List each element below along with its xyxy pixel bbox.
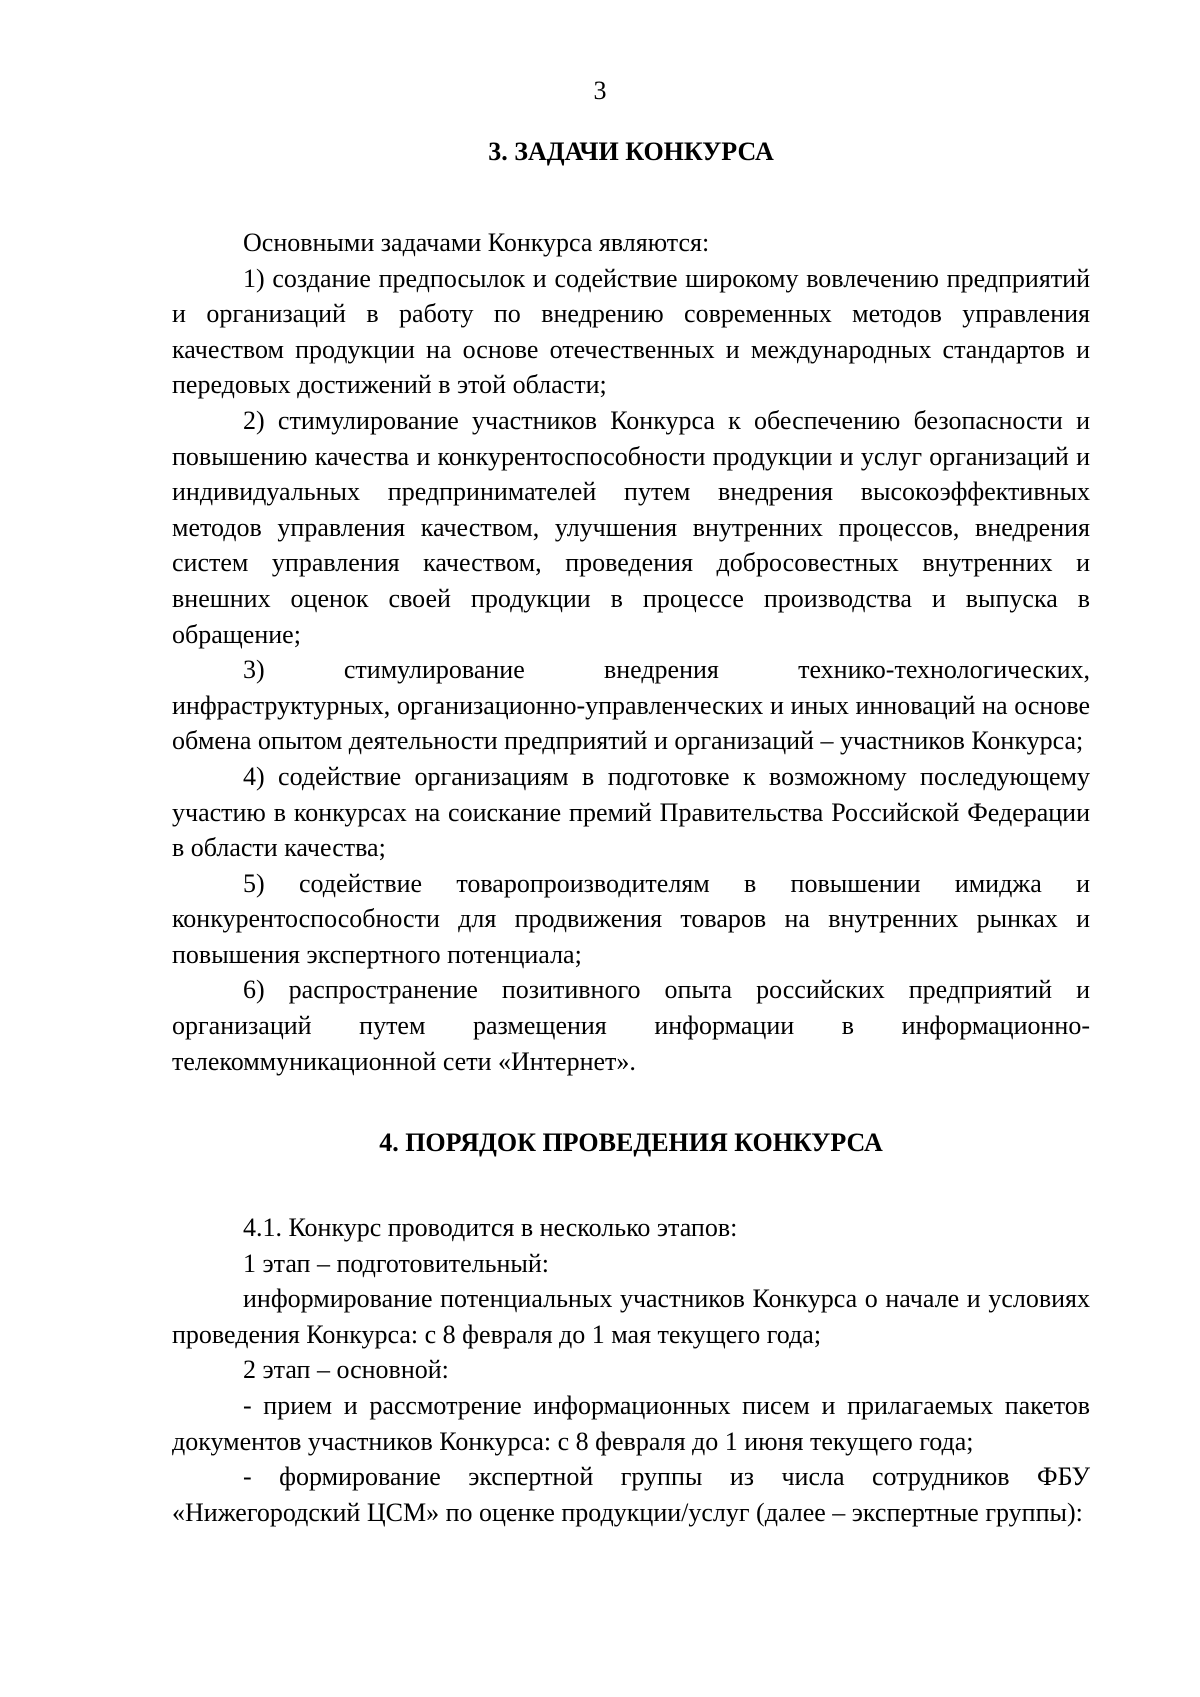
procedure-stage-2-item-2: - формирование экспертной группы из числа сотрудников ФБУ «Нижегородский ЦСМ» по оценке продукции/услуг (далее – экспертные группы): (172, 1462, 1090, 1527)
task-item-2: 2) стимулирование участников Конкурса к обеспечению безопасности и повышению качества и конкурентоспособности продукции и услуг организаций и индивидуальных предпринимателей путем внедрения высокоэффективных методов управления качеством, улучшения внутренних процессов, внедрения систем управления качеством, проведения добросовестных внутренних и внешних оценок своей продукции в процессе производства и выпуска в обращение; (172, 405, 1090, 649)
section-3 (172, 136, 1090, 1079)
procedure-stage-1: 1 этап – подготовительный: (243, 1248, 549, 1278)
section-3-title: 3. ЗАДАЧИ КОНКУРСА (488, 137, 774, 166)
procedure-stage-1-detail: информирование потенциальных участников Конкурса о начале и условиях проведения Конкурса: с 8 февраля до 1 мая текущего года; (172, 1284, 1090, 1349)
section-4-title: 4. ПОРЯДОК ПРОВЕДЕНИЯ КОНКУРСА (379, 1128, 883, 1157)
section-3-intro: Основными задачами Конкурса являются: (243, 228, 710, 257)
procedure-stage-2: 2 этап – основной: (243, 1355, 449, 1385)
page-number: 3 (593, 76, 607, 105)
procedure-paragraph-1: 4.1. Конкурс проводится в несколько этапов: (243, 1213, 738, 1242)
task-item-4: 4) содействие организациям в подготовке к возможному последующему участию в конкурсах на соискание премий Правительства Российской Федерации в области качества; (172, 761, 1090, 863)
task-item-5: 5) содействие товаропроизводителям в повышении имиджа и конкурентоспособности для продвижения товаров на внутренних рынках и повышения экспертного потенциала; (172, 868, 1090, 969)
task-item-1: 1) создание предпосылок и содействие широкому вовлечению предприятий и организаций в работу по внедрению современных методов управления качеством продукции на основе отечественных и международных стандартов и передовых достижений в этой области; (172, 263, 1090, 400)
task-item-3: 3) стимулирование внедрения технико-технологических, инфраструктурных, организационно-управленческих и иных инноваций на основе обмена опытом деятельности предприятий и организаций – участников Конкурса; (172, 655, 1090, 756)
procedure-stage-2-item-1: - прием и рассмотрение информационных писем и прилагаемых пакетов документов участников Конкурса: с 8 февраля до 1 июня текущего года; (172, 1390, 1090, 1456)
task-item-6: 6) распространение позитивного опыта российских предприятий и организаций путем размещения информации в информационно-телекоммуникационной сети «Интернет». (172, 975, 1090, 1076)
section-4 (172, 1127, 1090, 1530)
